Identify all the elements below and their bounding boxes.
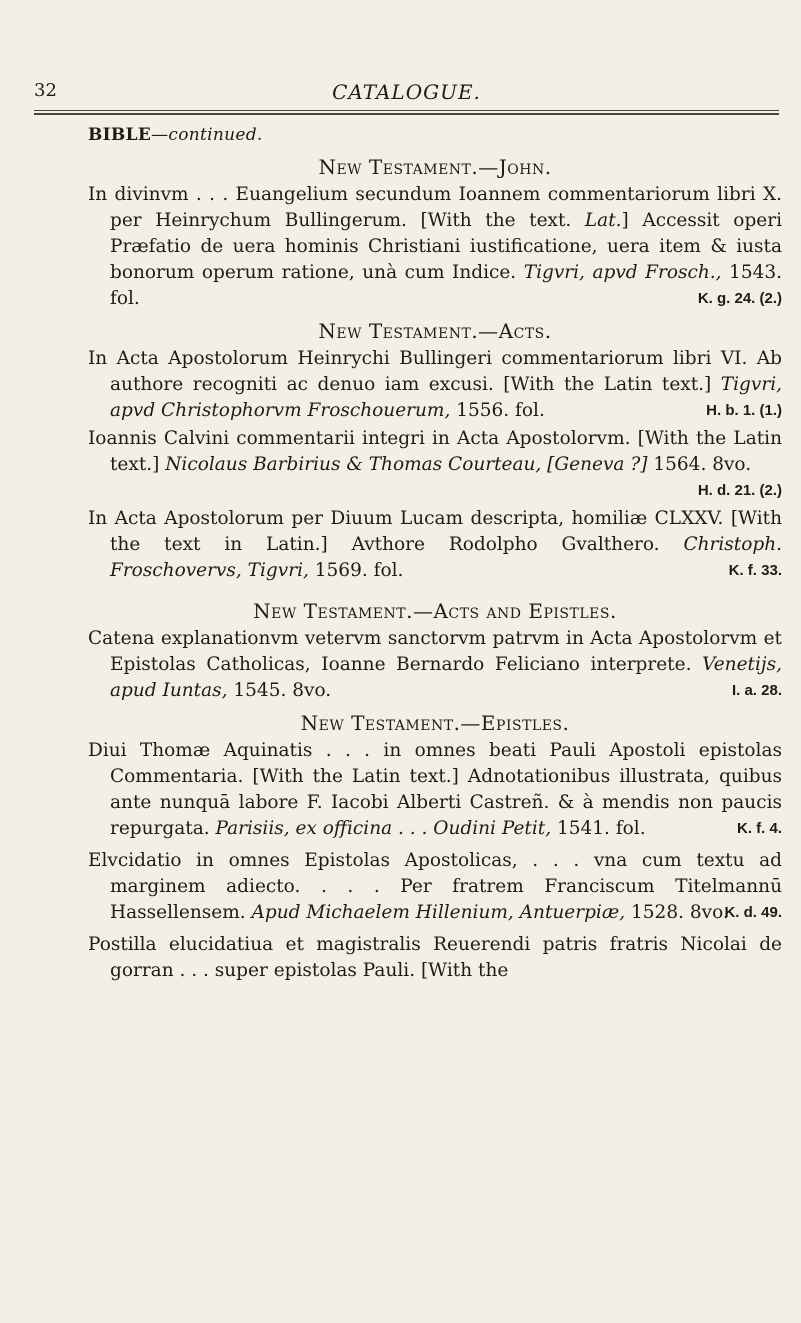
- imprint: Tigvri, apvd Christophorvm Froschouerum,: [110, 374, 782, 421]
- catalogue-entry: Diui Thomæ Aquinatis . . . in omnes beati Pauli Apostoli epistolas Commentaria. [With the Latin text.] Adnotationibus illustrata, quibus ante nunquā labore F. Iacobi Alberti Castreñ. & à mendis non paucis repurgata. Parisiis, ex officina . . . Oudini Petit, 1541. fol. K. f. 4.: [88, 738, 782, 842]
- shelfmark: K. f. 4.: [736, 820, 782, 837]
- subhead-acts: New Testament.—Acts.: [318, 319, 552, 343]
- imprint: Apud Michaelem Hillenium, Antuerpiæ,: [251, 902, 626, 923]
- catalogue-entry: Catena explanationvm vetervm sanctorvm patrvm in Acta Apostolorvm et Epistolas Catholicas, Ioanne Bernardo Feliciano interprete. Venetijs, apud Iuntas, 1545. 8vo. I. a. 28.: [88, 626, 782, 704]
- imprint: Christoph. Froschovervs, Tigvri,: [110, 534, 782, 581]
- shelfmark: K. d. 49.: [724, 904, 782, 921]
- catalogue-body: [88, 118, 782, 984]
- section-continued: —continued.: [151, 125, 263, 145]
- imprint: Nicolaus Barbirius & Thomas Courteau, [Geneva ?]: [165, 454, 648, 475]
- section-heading: [88, 122, 782, 148]
- shelfmark: K. g. 24. (2.): [697, 290, 782, 307]
- subhead-epistles: New Testament.—Epistles.: [300, 711, 570, 735]
- catalogue-entry: Postilla elucidatiua et magistralis Reuerendi patris fratris Nicolai de gorran . . . super epistolas Pauli. [With the: [88, 934, 782, 981]
- catalogue-entry: Ioannis Calvini commentarii integri in Acta Apostolorvm. [With the Latin text.] Nicolaus Barbirius & Thomas Courteau, [Geneva ?] 1564. 8vo. H. d. 21. (2.): [88, 426, 782, 504]
- subhead-john: New Testament.—John.: [318, 155, 552, 179]
- catalogue-entry: In Acta Apostolorum Heinrychi Bullingeri commentariorum libri VI. Ab authore recogniti ac denuo iam excusi. [With the Latin text.] Tigvri, apvd Christophorvm Froschouerum, 1556. fol. H. b. 1. (1.): [88, 346, 782, 424]
- imprint: Venetijs, apud Iuntas,: [110, 654, 782, 701]
- page-number: 32: [34, 80, 57, 101]
- subhead-acts-epistles: New Testament.—Acts and Epistles.: [253, 599, 617, 623]
- running-title: CATALOGUE.: [332, 80, 481, 104]
- catalogue-entry: In Acta Apostolorum per Diuum Lucam descripta, homiliæ CLXXV. [With the text in Latin.] Avthore Rodolpho Gvalthero. Christoph. Froschovervs, Tigvri, 1569. fol. K. f. 33.: [88, 506, 782, 584]
- shelfmark: H. b. 1. (1.): [706, 402, 782, 419]
- imprint: Parisiis, ex officina . . . Oudini Petit,: [215, 818, 552, 839]
- shelfmark: I. a. 28.: [731, 682, 782, 699]
- running-head: [34, 80, 779, 106]
- shelfmark: K. f. 33.: [728, 562, 782, 579]
- catalogue-entry: Elvcidatio in omnes Epistolas Apostolicas, . . . vna cum textu ad marginem adiecto. . . . Per fratrem Franciscum Titelmannū Hassellensem. Apud Michaelem Hillenium, Antuerpiæ, 1528. 8vo. K. d. 49.: [88, 848, 782, 926]
- catalogue-entry: In divinvm . . . Euangelium secundum Ioannem commentariorum libri X. per Heinrychum Bullingerum. [With the text. Lat.] Accessit operi Præfatio de uera hominis Christiani iustificatione, uera item & iusta bonorum operum ratione, unà cum Indice. Tigvri, apvd Frosch., 1543. fol. K. g. 24. (2.): [88, 182, 782, 312]
- shelfmark: H. d. 21. (2.): [697, 482, 782, 499]
- imprint: Tigvri, apvd Frosch.,: [523, 262, 722, 283]
- section-heading-text: BIBLE: [88, 125, 152, 145]
- header-rule: [34, 110, 779, 115]
